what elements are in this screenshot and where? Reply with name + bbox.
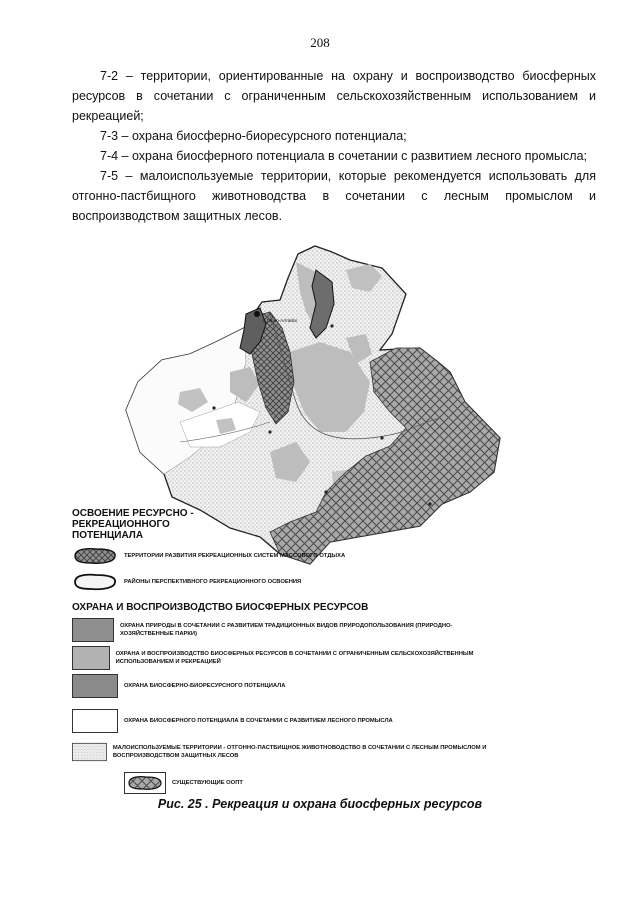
legend-swatch-blob-outline <box>72 572 118 592</box>
legend-label: ОХРАНА БИОСФЕРНО-БИОРЕСУРСНОГО ПОТЕНЦИАЛА <box>124 683 286 689</box>
legend-item <box>72 646 492 670</box>
page-number: 208 <box>310 35 330 50</box>
legend-item <box>124 772 243 794</box>
legend-label: МАЛОИСПОЛЬЗУЕМЫЕ ТЕРРИТОРИИ - ОТГОННО-ПАСТБИЩНОЕ ЖИВОТНОВОДСТВО В СОЧЕТАНИИ С ЛЕСНЫМ ПРОМЫСЛОМ И ВОСПРОИЗВОДСТВОМ ЗАЩИТНЫХ ЛЕСОВ <box>112 745 487 759</box>
settlement-marker <box>428 502 431 505</box>
legend-item <box>72 546 345 566</box>
paragraph: 7-2 – территории, ориентированные на охрану и воспроизводство биосферных ресурсов в сочетании с ограниченным сельскохозяйственным использованием и рекреацией; <box>72 69 596 123</box>
settlement-marker <box>330 324 333 327</box>
legend-label: ОХРАНА БИОСФЕРНОГО ПОТЕНЦИАЛА В СОЧЕТАНИИ С РАЗВИТИЕМ ЛЕСНОГО ПРОМЫСЛА <box>124 718 393 724</box>
legend-swatch-dotted <box>72 740 107 764</box>
legend-swatch-dark-gray <box>72 674 118 698</box>
legend-swatch-blob-hatched <box>72 546 118 566</box>
legend-item <box>72 572 301 592</box>
legend-label: ТЕРРИТОРИИ РАЗВИТИЯ РЕКРЕАЦИОННЫХ СИСТЕМ МАССОВОГО ОТДЫХА <box>124 553 346 559</box>
settlement-marker <box>212 406 215 409</box>
legend-item <box>72 740 492 764</box>
legend-label: СУЩЕСТВУЮЩИЕ ООПТ <box>172 780 243 786</box>
legend-item <box>72 709 393 733</box>
paragraph: 7-5 – малоиспользуемые территории, которые рекомендуется использовать для отгонно-пастбищного животноводства в сочетании с лесным промыслом и воспроизводством защитных лесов. <box>72 169 596 223</box>
paragraph: 7-3 – охрана биосферно-биоресурсного потенциала; <box>100 129 407 143</box>
settlement-marker <box>380 436 383 439</box>
settlement-label: г. Горно-Алтайск <box>263 318 298 323</box>
settlement-marker <box>324 490 327 493</box>
legend-item <box>72 618 492 642</box>
legend-swatch-gray <box>72 646 110 670</box>
legend-heading: ОСВОЕНИЕ РЕСУРСНО - РЕКРЕАЦИОННОГО ПОТЕНЦИАЛА <box>72 508 194 541</box>
legend-swatch-dark-crosshatch <box>72 618 114 642</box>
legend-label: ОХРАНА ПРИРОДЫ В СОЧЕТАНИИ С РАЗВИТИЕМ ТРАДИЦИОННЫХ ВИДОВ ПРИРОДОПОЛЬЗОВАНИЯ (ПРИРОДНО-ХОЗЯЙСТВЕННЫЕ ПАРКИ) <box>119 623 453 637</box>
legend-label: ОХРАНА И ВОСПРОИЗВОДСТВО БИОСФЕРНЫХ РЕСУРСОВ В СОЧЕТАНИИ С ОГРАНИЧЕННЫМ СЕЛЬСКОХОЗЯЙСТВЕННЫМ ИСПОЛЬЗОВАНИЕМ И РЕКРЕАЦИЕЙ <box>115 651 474 665</box>
legend-swatch-white <box>72 709 118 733</box>
settlement-marker <box>268 430 271 433</box>
paragraph: 7-4 – охрана биосферного потенциала в сочетании с развитием лесного промысла; <box>100 149 588 163</box>
body-text <box>72 66 596 226</box>
legend-item <box>72 674 285 698</box>
settlement-marker <box>254 311 260 317</box>
legend-swatch-blob-crosshatch <box>124 772 166 794</box>
figure-caption: Рис. 25 . Рекреация и охрана биосферных ресурсов <box>157 797 483 811</box>
legend-heading: ОХРАНА И ВОСПРОИЗВОДСТВО БИОСФЕРНЫХ РЕСУРСОВ <box>72 602 369 613</box>
legend-label: РАЙОНЫ ПЕРСПЕКТИВНОГО РЕКРЕАЦИОННОГО ОСВОЕНИЯ <box>124 579 302 585</box>
